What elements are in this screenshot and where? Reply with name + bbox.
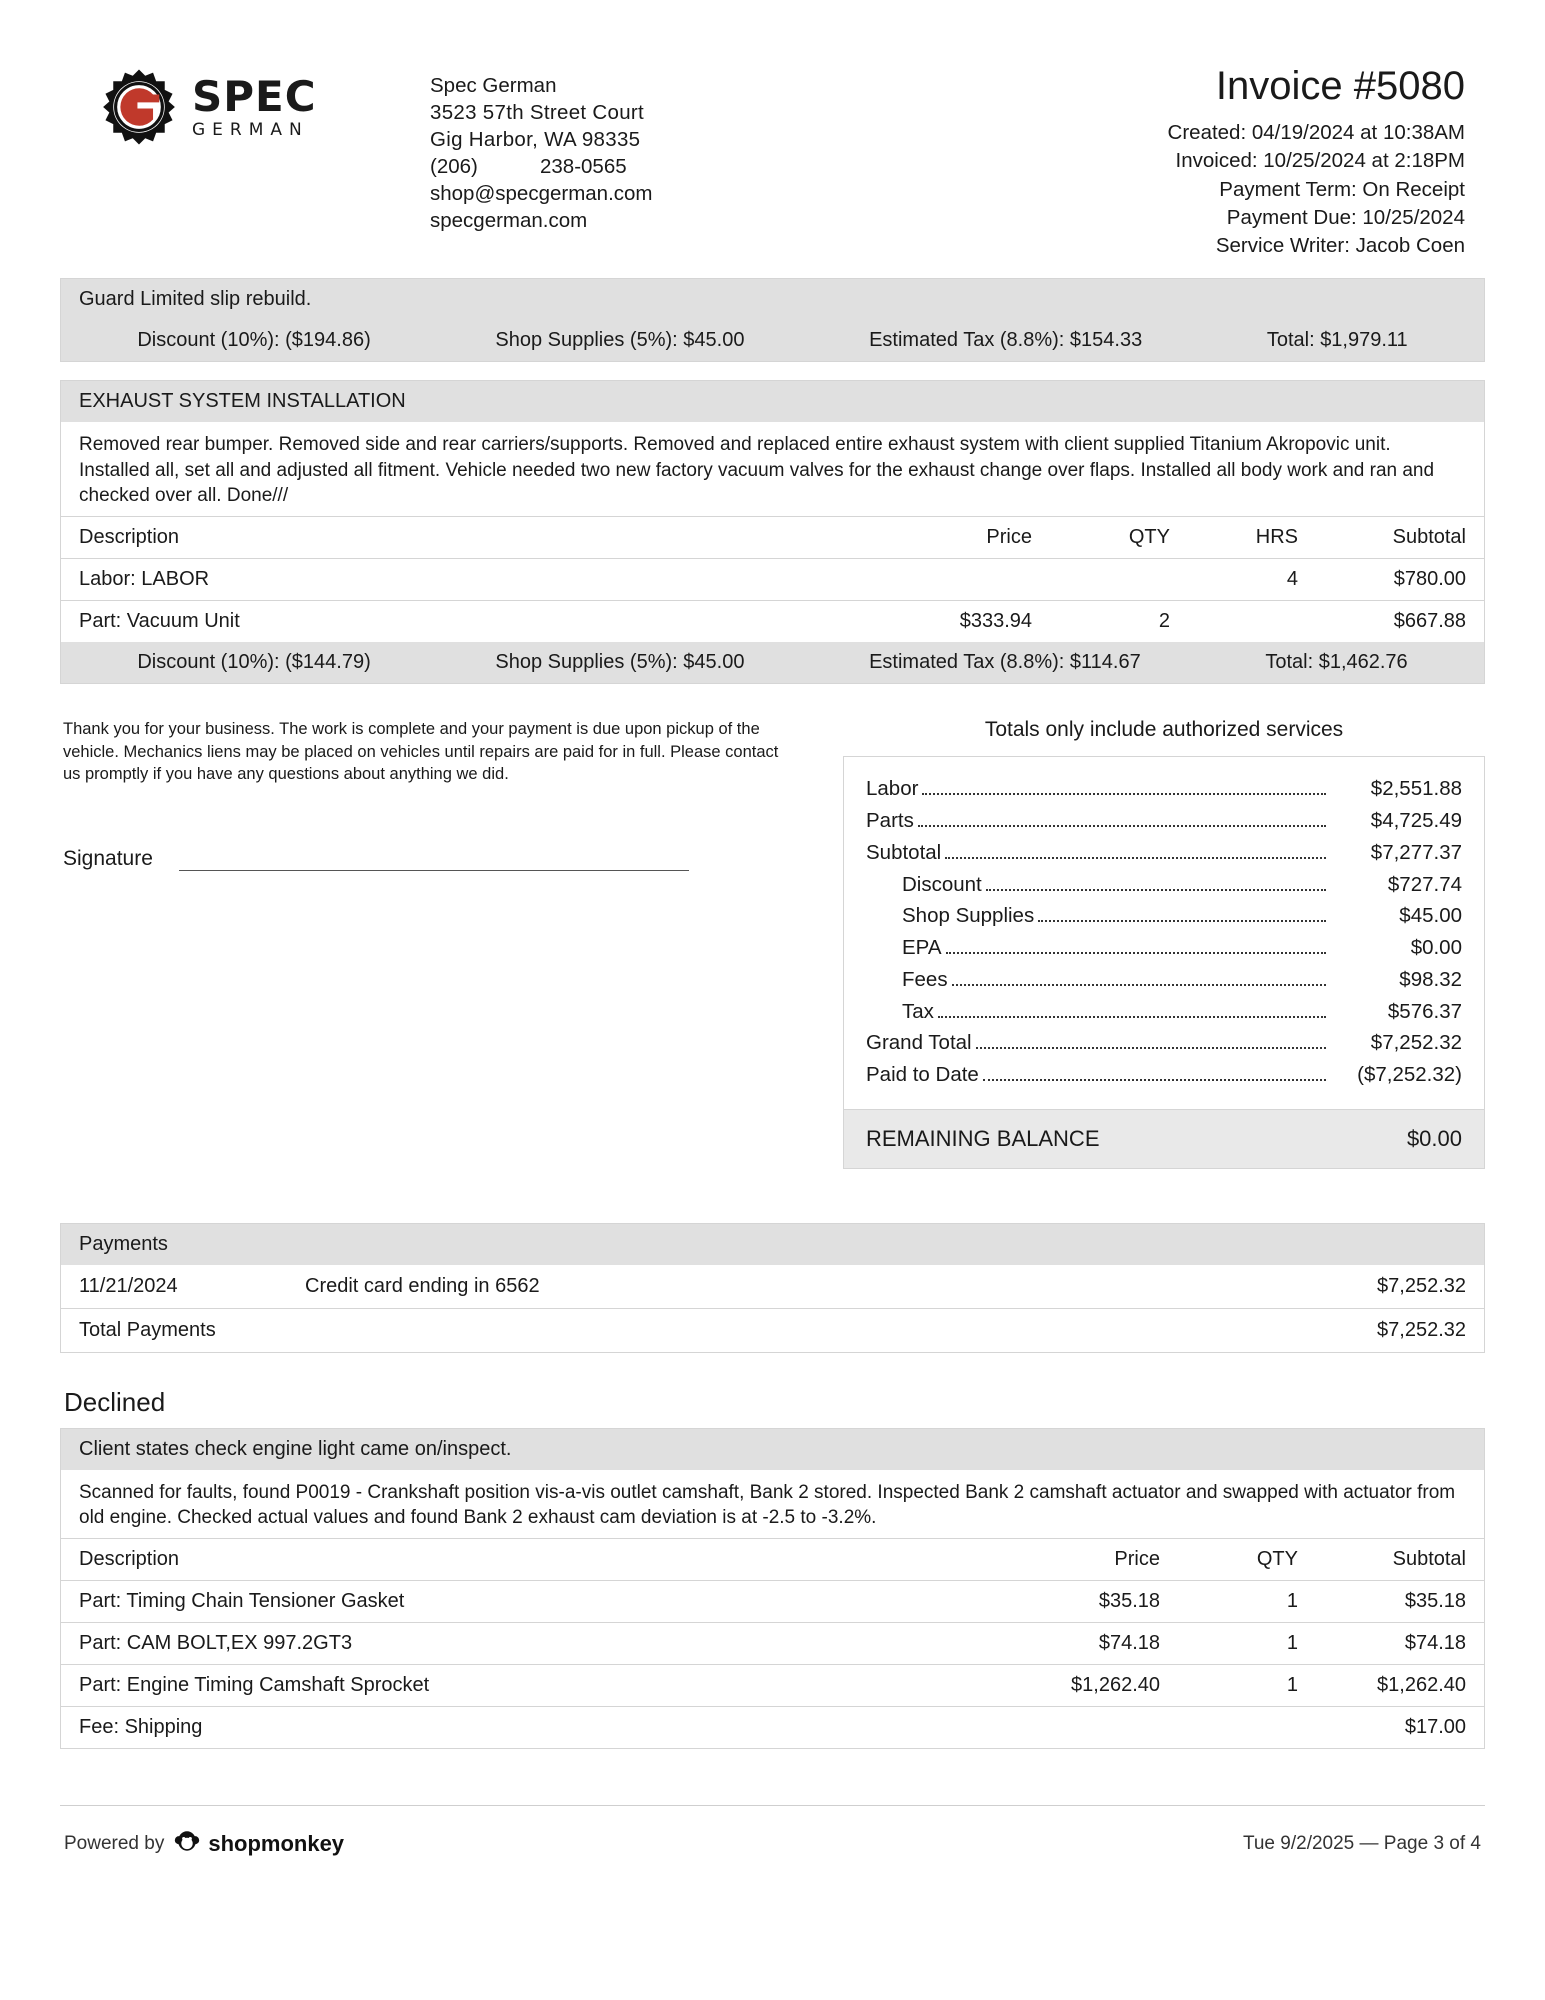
total-row-grand-total bbox=[866, 1027, 1462, 1059]
shopmonkey-wordmark: shopmonkey bbox=[208, 1831, 345, 1857]
job-exhaust-block bbox=[60, 380, 1485, 684]
terms-text: Thank you for your business. The work is complete and your payment is due upon pickup of the vehicle. Mechanics liens may be placed on vehicles until repairs are paid for in full. Please contact us promptly if you have any questions about anything we did. bbox=[63, 720, 779, 784]
col-price: Price bbox=[996, 1539, 1174, 1581]
total-value: $0.00 bbox=[1410, 936, 1462, 960]
leader-dots bbox=[922, 792, 1326, 795]
powered-by-block bbox=[64, 1828, 344, 1860]
invoice-created: Created: 04/19/2024 at 10:38AM bbox=[1167, 121, 1465, 144]
leader-dots bbox=[983, 1078, 1326, 1081]
signature-row bbox=[63, 844, 803, 871]
payments-total-spacer bbox=[287, 1308, 1248, 1352]
row-price bbox=[868, 559, 1046, 601]
col-price: Price bbox=[868, 517, 1046, 559]
col-qty: QTY bbox=[1046, 517, 1184, 559]
col-subtotal: Subtotal bbox=[1312, 517, 1484, 559]
invoice-title: Invoice #5080 bbox=[1215, 64, 1465, 108]
job-continued-shop-supplies: Shop Supplies (5%): $45.00 bbox=[495, 329, 745, 352]
total-value: $7,252.32 bbox=[1370, 1031, 1462, 1055]
col-subtotal: Subtotal bbox=[1312, 1539, 1484, 1581]
terms-section bbox=[60, 718, 803, 1169]
payment-date: 11/21/2024 bbox=[61, 1265, 287, 1309]
job-continued-title: Guard Limited slip rebuild. bbox=[61, 279, 1484, 320]
invoice-service-writer: Service Writer: Jacob Coen bbox=[1215, 234, 1465, 258]
row-price: $333.94 bbox=[959, 610, 1032, 633]
row-subtotal: $17.00 bbox=[1404, 1716, 1466, 1739]
row-description: Fee: Shipping bbox=[79, 1716, 203, 1739]
total-row-discount bbox=[866, 869, 1462, 901]
shop-email: shop@specgerman.com bbox=[430, 182, 653, 206]
signature-label: Signature bbox=[63, 846, 153, 870]
total-label: Paid to Date bbox=[866, 1063, 979, 1087]
row-subtotal: $1,262.40 bbox=[1312, 1665, 1484, 1707]
job-continued-summary bbox=[61, 320, 1484, 361]
total-row-epa bbox=[866, 932, 1462, 964]
declined-heading: Declined bbox=[64, 1386, 166, 1417]
row-description: Part: Engine Timing Camshaft Sprocket bbox=[61, 1665, 996, 1707]
job-continued-tax: Estimated Tax (8.8%): $154.33 bbox=[869, 329, 1143, 352]
table-row bbox=[61, 559, 1484, 601]
leader-dots bbox=[976, 1046, 1326, 1049]
shop-address-line1: 3523 57th Street Court bbox=[430, 101, 645, 125]
total-value: $98.32 bbox=[1399, 967, 1462, 991]
total-label: Subtotal bbox=[866, 840, 942, 864]
row-price: $35.18 bbox=[996, 1581, 1174, 1623]
shop-phone bbox=[430, 153, 700, 180]
table-row bbox=[61, 601, 1484, 643]
row-qty bbox=[1174, 1707, 1312, 1749]
table-row bbox=[61, 1308, 1484, 1352]
col-description: Description bbox=[61, 517, 868, 559]
totals-spacer bbox=[866, 1091, 1462, 1099]
total-row-parts bbox=[866, 805, 1462, 837]
shop-phone-number: 238-0565 bbox=[540, 155, 627, 179]
job-exhaust-tax: Estimated Tax (8.8%): $114.67 bbox=[869, 651, 1141, 674]
declined-block bbox=[60, 1428, 1485, 1750]
total-value: $727.74 bbox=[1387, 872, 1462, 896]
row-price bbox=[996, 1707, 1174, 1749]
gear-icon bbox=[100, 68, 178, 146]
row-description: Part: CAM BOLT,EX 997.2GT3 bbox=[61, 1623, 996, 1665]
total-row-shop-supplies bbox=[866, 900, 1462, 932]
total-label: EPA bbox=[902, 936, 942, 960]
leader-dots bbox=[945, 856, 1326, 859]
payment-amount: $7,252.32 bbox=[1248, 1265, 1484, 1309]
row-qty bbox=[1046, 559, 1184, 601]
job-exhaust-total: Total: $1,462.76 bbox=[1265, 651, 1408, 674]
row-qty: 2 bbox=[1158, 610, 1170, 633]
total-row-subtotal bbox=[866, 837, 1462, 869]
col-qty: QTY bbox=[1174, 1539, 1312, 1581]
totals-section bbox=[843, 718, 1485, 1169]
total-value: $7,277.37 bbox=[1370, 840, 1462, 864]
job-exhaust-shop-supplies: Shop Supplies (5%): $45.00 bbox=[495, 651, 745, 674]
row-subtotal: $780.00 bbox=[1312, 559, 1484, 601]
mid-section bbox=[60, 718, 1485, 1169]
footer-page-info: Tue 9/2/2025 — Page 3 of 4 bbox=[1242, 1833, 1481, 1855]
row-subtotal: $35.18 bbox=[1312, 1581, 1484, 1623]
leader-dots bbox=[1038, 919, 1326, 922]
leader-dots bbox=[946, 951, 1327, 954]
invoice-invoiced: Invoiced: 10/25/2024 at 2:18PM bbox=[1175, 149, 1465, 173]
total-value: $2,551.88 bbox=[1370, 777, 1462, 801]
row-qty: 1 bbox=[1174, 1581, 1312, 1623]
total-row-tax bbox=[866, 996, 1462, 1028]
invoice-payment-term: Payment Term: On Receipt bbox=[1219, 177, 1465, 201]
row-price: $74.18 bbox=[996, 1623, 1174, 1665]
table-row bbox=[61, 1265, 1484, 1309]
col-description: Description bbox=[61, 1539, 996, 1581]
payments-total-amount: $7,252.32 bbox=[1377, 1318, 1466, 1341]
payment-method: Credit card ending in 6562 bbox=[287, 1265, 1248, 1309]
total-label: Discount bbox=[902, 872, 982, 896]
total-label: Parts bbox=[866, 808, 914, 832]
shopmonkey-logo bbox=[174, 1828, 344, 1860]
total-row-paid-to-date bbox=[866, 1059, 1462, 1091]
declined-job-title: Client states check engine light came on/inspect. bbox=[61, 1429, 1484, 1470]
invoice-header bbox=[60, 48, 1485, 260]
totals-box bbox=[843, 756, 1485, 1110]
total-label: Tax bbox=[902, 999, 934, 1023]
total-label: Labor bbox=[866, 777, 919, 801]
shop-address-line2: Gig Harbor, WA 98335 bbox=[430, 128, 641, 152]
row-qty: 1 bbox=[1174, 1623, 1312, 1665]
totals-caption: Totals only include authorized services bbox=[984, 718, 1344, 742]
logo-spec-text: SPEC bbox=[192, 71, 317, 121]
table-row bbox=[61, 1581, 1484, 1623]
job-exhaust-items-table bbox=[61, 517, 1484, 642]
row-description: Part: Timing Chain Tensioner Gasket bbox=[61, 1581, 996, 1623]
logo-german-text: GERMAN bbox=[192, 119, 309, 140]
job-exhaust-title: EXHAUST SYSTEM INSTALLATION bbox=[61, 381, 1484, 422]
payments-table bbox=[61, 1265, 1484, 1352]
job-continued-block bbox=[60, 278, 1485, 362]
row-subtotal: $74.18 bbox=[1312, 1623, 1484, 1665]
shop-name: Spec German bbox=[430, 74, 557, 97]
table-row bbox=[61, 1623, 1484, 1665]
total-value: ($7,252.32) bbox=[1357, 1063, 1462, 1087]
row-qty: 1 bbox=[1174, 1665, 1312, 1707]
table-header-row bbox=[61, 517, 1484, 559]
signature-field[interactable] bbox=[179, 844, 689, 871]
invoice-payment-due: Payment Due: 10/25/2024 bbox=[1226, 205, 1465, 229]
row-hrs: 4 bbox=[1184, 559, 1312, 601]
shop-website: specgerman.com bbox=[430, 209, 588, 233]
remaining-balance-row bbox=[843, 1110, 1485, 1169]
total-row-labor bbox=[866, 773, 1462, 805]
invoice-meta bbox=[1065, 58, 1465, 260]
remaining-balance-label: REMAINING BALANCE bbox=[866, 1125, 1100, 1151]
company-logo bbox=[100, 58, 430, 146]
shop-phone-area: (206) bbox=[430, 155, 478, 179]
declined-items-table bbox=[61, 1539, 1484, 1748]
total-value: $576.37 bbox=[1387, 999, 1462, 1023]
payments-block bbox=[60, 1223, 1485, 1353]
shop-contact-info bbox=[430, 58, 1065, 234]
leader-dots bbox=[952, 983, 1326, 986]
job-continued-total: Total: $1,979.11 bbox=[1266, 329, 1408, 352]
job-exhaust-summary bbox=[61, 642, 1484, 683]
total-row-fees bbox=[866, 964, 1462, 996]
declined-description: Scanned for faults, found P0019 - Crankshaft position vis-a-vis outlet camshaft, Bank 2 stored. Inspected Bank 2 camshaft actuator and swapped with actuator from old engine. Checked actual values and found Bank 2 exhaust cam deviation is at -2.5 to -3.2%. bbox=[61, 1470, 1484, 1540]
payments-total-label: Total Payments bbox=[79, 1318, 216, 1341]
company-wordmark bbox=[192, 71, 317, 140]
powered-by-label: Powered by bbox=[64, 1833, 165, 1855]
table-row bbox=[61, 1707, 1484, 1749]
total-label: Shop Supplies bbox=[902, 904, 1035, 928]
row-hrs bbox=[1184, 601, 1312, 643]
payments-title: Payments bbox=[61, 1224, 1484, 1265]
total-label: Fees bbox=[902, 967, 948, 991]
row-description: Part: Vacuum Unit bbox=[79, 610, 240, 633]
row-subtotal: $667.88 bbox=[1393, 610, 1466, 633]
leader-dots bbox=[986, 888, 1326, 891]
col-hrs: HRS bbox=[1184, 517, 1312, 559]
row-price: $1,262.40 bbox=[996, 1665, 1174, 1707]
monkey-icon bbox=[174, 1828, 200, 1860]
row-description: Labor: LABOR bbox=[61, 559, 868, 601]
total-value: $4,725.49 bbox=[1370, 808, 1462, 832]
job-continued-discount: Discount (10%): ($194.86) bbox=[137, 329, 371, 352]
job-exhaust-discount: Discount (10%): ($144.79) bbox=[137, 651, 371, 674]
total-value: $45.00 bbox=[1399, 904, 1462, 928]
table-row bbox=[61, 1665, 1484, 1707]
leader-dots bbox=[918, 824, 1326, 827]
job-exhaust-description: Removed rear bumper. Removed side and rear carriers/supports. Removed and replaced entire exhaust system with client supplied Titanium Akropovic unit. Installed all, set all and adjusted all fitment. Vehicle needed two new factory vacuum valves for the exhaust change over flaps. Installed all body work and ran and checked over all. Done/// bbox=[61, 422, 1484, 517]
remaining-balance-value: $0.00 bbox=[1406, 1125, 1462, 1151]
total-label: Grand Total bbox=[866, 1031, 972, 1055]
table-header-row bbox=[61, 1539, 1484, 1581]
leader-dots bbox=[938, 1015, 1326, 1018]
page-footer bbox=[60, 1805, 1485, 1860]
